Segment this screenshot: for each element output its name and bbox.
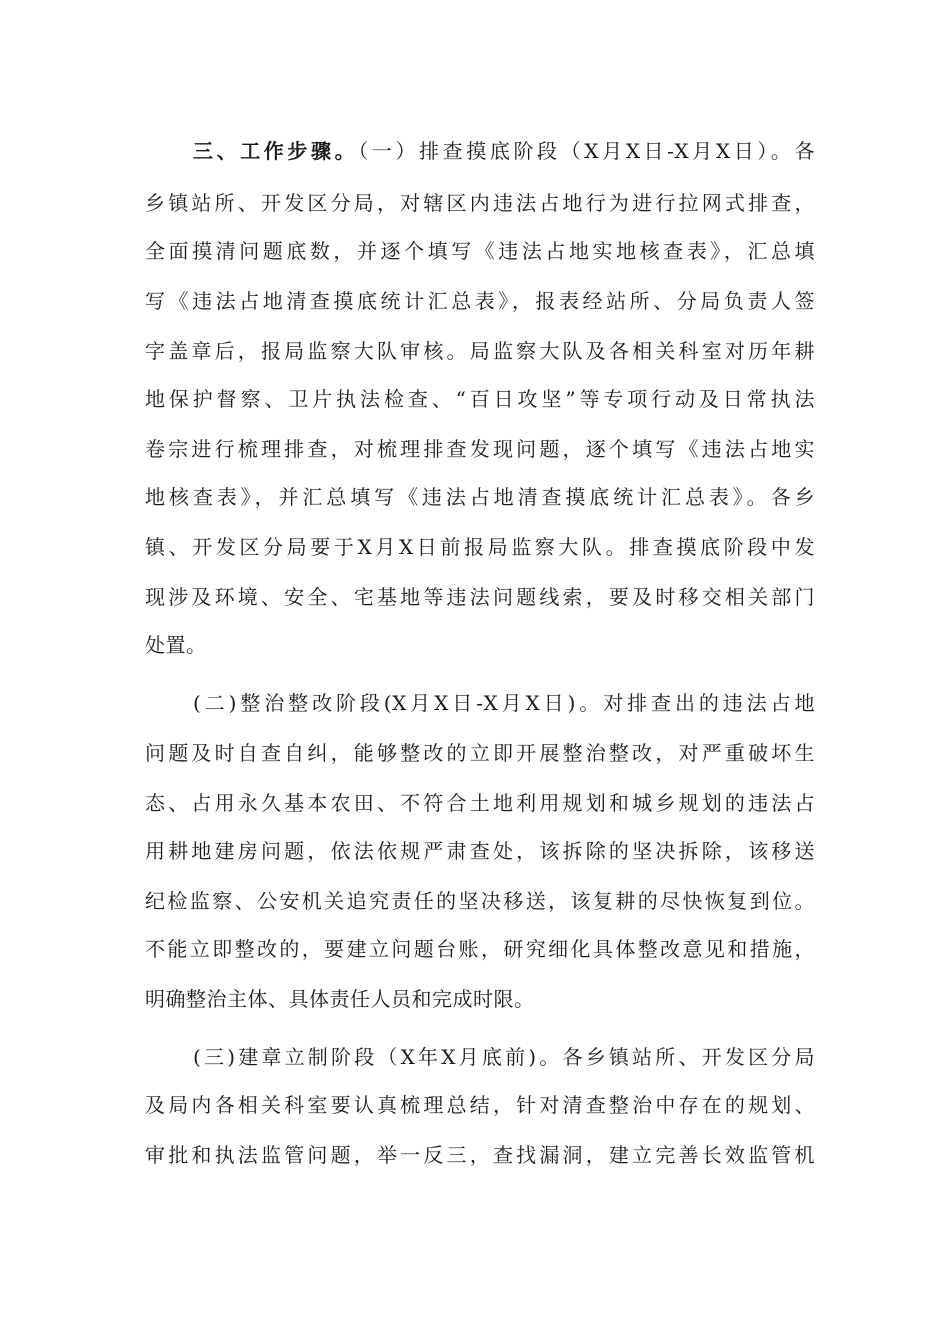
paragraph-1-line-11: 处置。	[145, 633, 207, 657]
paragraph-2-line-6: 不能立即整改的，要建立问题台账，研究细化具体整改意见和措施，	[145, 937, 815, 961]
paragraph-2-line-7: 明确整治主体、具体责任人员和完成时限。	[145, 987, 535, 1011]
paragraph-3-line-1: (三)建章立制阶段（X年X月底前)。各乡镇站所、开发区分局	[193, 1045, 815, 1069]
paragraph-1-line-9: 镇、开发区分局要于X月X日前报局监察大队。排查摸底阶段中发	[145, 535, 815, 559]
paragraph-1-line-8: 地核查表》，并汇总填写《违法占地清查摸底统计汇总表》。各乡	[145, 485, 815, 509]
paragraph-2-line-1: (二)整治整改阶段(X月X日-X月X日)。对排查出的违法占地	[193, 691, 815, 715]
paragraph-1-line-4: 写《违法占地清查摸底统计汇总表》，报表经站所、分局负责人签	[145, 289, 815, 313]
paragraph-1-line-3: 全面摸清问题底数，并逐个填写《违法占地实地核查表》，汇总填	[145, 239, 815, 263]
paragraph-1-line-5: 字盖章后，报局监察大队审核。局监察大队及各相关科室对历年耕	[145, 339, 815, 363]
section-heading: 三、工作步骤。	[193, 139, 359, 163]
paragraph-2-line-4: 用耕地建房问题，依法依规严肃查处，该拆除的坚决拆除，该移送	[145, 839, 815, 863]
paragraph-2-line-5: 纪检监察、公安机关追究责任的坚决移送，该复耕的尽快恢复到位。	[145, 889, 815, 913]
paragraph-1-line-7: 卷宗进行梳理排查，对梳理排查发现问题，逐个填写《违法占地实	[145, 437, 815, 461]
paragraph-1-line-2: 乡镇站所、开发区分局，对辖区内违法占地行为进行拉网式排查，	[145, 191, 815, 215]
paragraph-3-line-2: 及局内各相关科室要认真梳理总结，针对清查整治中存在的规划、	[145, 1093, 815, 1117]
paragraph-2-line-2: 问题及时自查自纠，能够整改的立即开展整治整改，对严重破坏生	[145, 741, 815, 765]
paragraph-1-line-6: 地保护督察、卫片执法检查、“百日攻坚”等专项行动及日常执法	[145, 387, 815, 411]
paragraph-3-line-3: 审批和执法监管问题，举一反三，查找漏洞，建立完善长效监管机	[145, 1143, 815, 1167]
paragraph-1-line-10: 现涉及环境、安全、宅基地等违法问题线索，要及时移交相关部门	[145, 585, 815, 609]
paragraph-2-line-3: 态、占用永久基本农田、不符合土地利用规划和城乡规划的违法占	[145, 791, 815, 815]
paragraph-1-line-1: 三、工作步骤。（一）排查摸底阶段（X月X日-X月X日）。各	[193, 139, 816, 163]
